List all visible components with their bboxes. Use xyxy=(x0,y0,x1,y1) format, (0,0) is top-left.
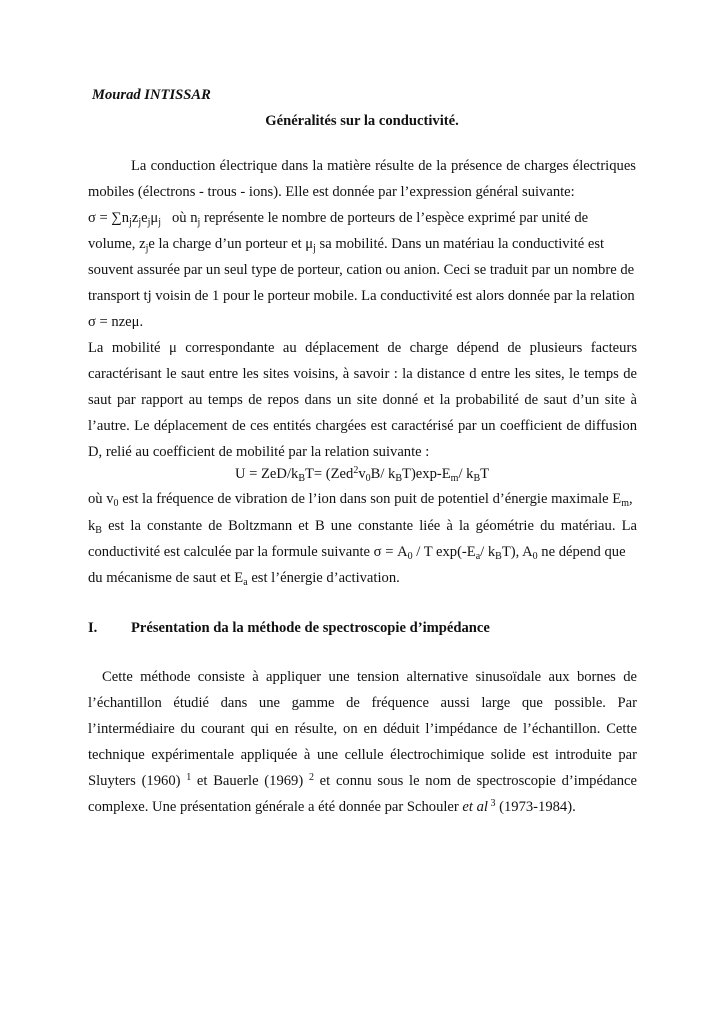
text-line: souvent assurée par un seul type de porteur, cation ou anion. Ceci se traduit par un nombre de xyxy=(88,262,635,278)
text-line: La mobilité μ correspondante au déplacement de charge dépend de plusieurs facteurs xyxy=(88,340,637,356)
text-line: conductivité est calculée par la formule suivante $\sigma = A_0 / T$ $\exp(-E_a/$ $k_BT$), $A_0$ ne dépend que xyxy=(88,544,626,562)
text-line: Cette méthode consiste à appliquer une tension alternative sinusoïdale aux bornes de xyxy=(102,669,637,685)
text-line: l’échantillon étudié dans une gamme de fréquence aussi large que possible. Par xyxy=(88,695,637,711)
text-line: La conduction électrique dans la matière résulte de la présence de charges électriques xyxy=(131,158,636,174)
text-line: transport tj voisin de 1 pour le porteur mobile. La conductivité est alors donnée par la relation xyxy=(88,288,635,304)
reference-1: 1 xyxy=(186,772,192,783)
reference-2: 2 xyxy=(308,772,314,783)
text-line: technique expérimentale appliquée à une cellule électrochimique solide est introduite par xyxy=(88,747,637,763)
page-title: Généralités sur la conductivité. xyxy=(265,113,459,129)
text-line: mobiles (électrons - trous - ions). Elle est donnée par l’expression général suivante: xyxy=(88,184,575,200)
formula-sigma-sum: σ = ∑n xyxy=(88,210,130,226)
text-line: du mécanisme de saut et $E_a$ est l’énergie d’activation. xyxy=(88,570,400,588)
section-title: Présentation da la méthode de spectroscopie d’impédance xyxy=(131,620,490,636)
conductivity-relation: σ = nzeμ. xyxy=(88,314,144,330)
text-line: complexe. Une présentation générale a été donnée par Schouler et al $^3$ (1973-1984). xyxy=(88,798,576,815)
section-number: I. xyxy=(88,620,98,636)
text-line: caractérisant le saut entre les sites voisins, à savoir : la distance d entre les sites, le temps de xyxy=(88,366,637,382)
text-line: D, relié au coefficient de mobilité par la relation suivante : xyxy=(88,444,430,460)
text-line: volume, $z_je$ la charge d’un porteur et $\mu_j$ sa mobilité. Dans un matériau la conductivité est xyxy=(88,236,605,254)
text-line: saut par rapport au temps de repos dans un site donné et la probabilité de saut d’un site à xyxy=(88,392,637,408)
text-line: où $v_0$ est la fréquence de vibration de l’ion dans son puit de potentiel d’énergie maximale $E_m$, xyxy=(88,491,633,509)
conductivity-formula-line: $\sigma = \sum n_jz_je_j\mu_j$ où $n_j$ représente le nombre de porteurs de l’espèce exprimé par unité de xyxy=(88,210,589,228)
diffusion-equation: U = ZeD/$k_BT= (Zed^2v_0B/$ $k_BT)\exp-E_m/$ $k_BT$ xyxy=(234,465,490,484)
text-line: l’intermédiaire du courant qui en résulte, on en déduit l’impédance de l’échantillon. Cette xyxy=(88,721,637,737)
section-heading xyxy=(88,619,490,637)
reference-3: 3 xyxy=(487,798,496,809)
author-name: Mourad INTISSAR xyxy=(92,87,211,103)
text-line: Sluyters (1960) $^1$ et Bauerle (1969) $^2$ et connu sous le nom de spectroscopie d’impédance xyxy=(88,772,637,789)
text-line: $k_B$ est la constante de Boltzmann et B une constante liée à la géométrie du matériau. La xyxy=(88,518,637,536)
text-line: l’autre. Le déplacement de ces entités chargées est caractérisé par un coefficient de diffusion xyxy=(88,418,637,434)
